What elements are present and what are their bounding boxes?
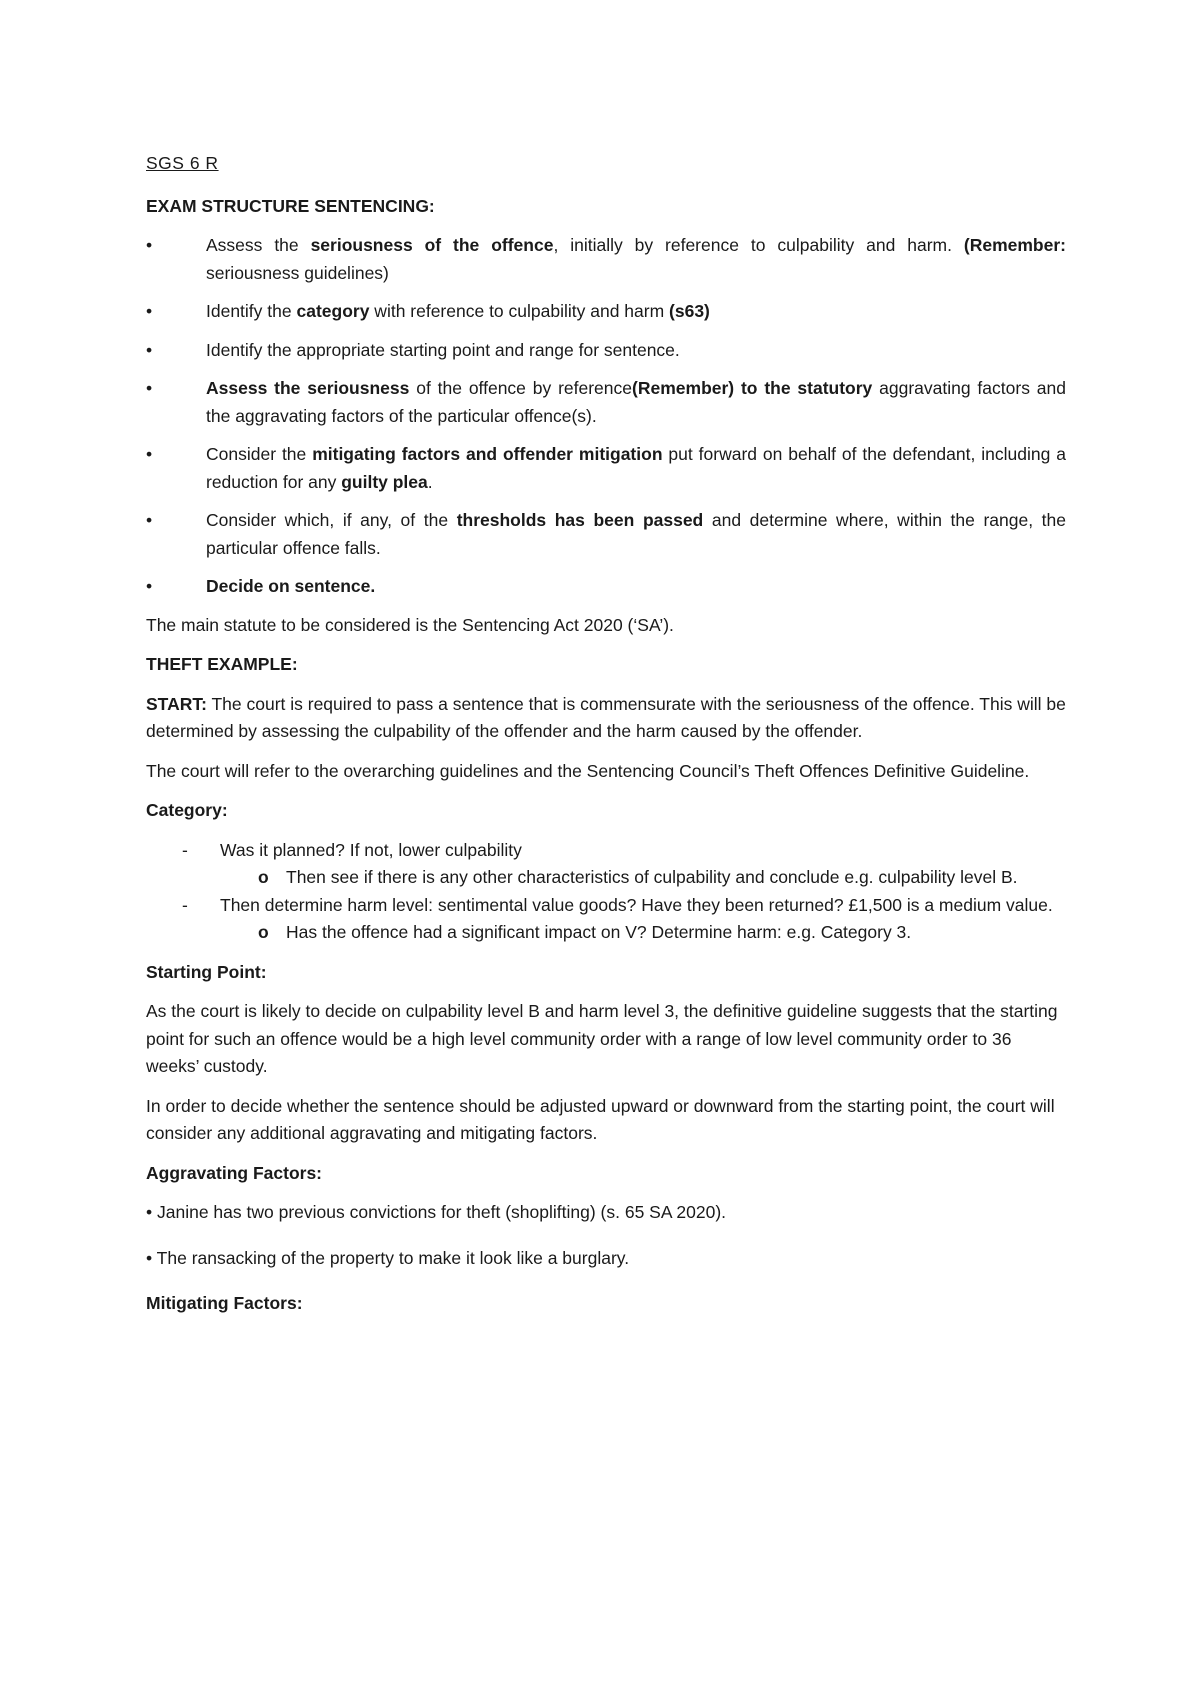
list-item: • Assess the seriousness of the offence by reference(Remember) to the statutory aggravating factors and the aggravating factors of the particular offence(s). [146,375,1066,430]
list-item: • Consider which, if any, of the thresholds has been passed and determine where, within the range, the particular offence falls. [146,507,1066,562]
list-item: - Was it planned? If not, lower culpability o Then see if there is any other characteristics of culpability and conclude e.g. culpability level B. [146,837,1066,892]
bullet-icon: • [146,378,153,398]
bullet-icon: • [146,576,153,596]
aggravating-factor-item: • Janine has two previous convictions for theft (shoplifting) (s. 65 SA 2020). [146,1202,727,1222]
bullet-icon: • [146,510,153,530]
list-item: o Has the offence had a significant impact on V? Determine harm: e.g. Category 3. [220,919,1066,947]
bullet-icon: • [146,339,153,360]
document-body [146,150,1066,1330]
list-item: • Decide on sentence. [146,573,1066,601]
sentencing-steps-list [146,232,1066,601]
list-item: • Assess the seriousness of the offence, initially by reference to culpability and harm. (Remember: seriousness guidelines) [146,232,1066,287]
dash-icon: - [182,839,188,860]
document-code: SGS 6 R [146,153,219,173]
guideline-paragraph: The court will refer to the overarching guidelines and the Sentencing Council’s Theft Offences Definitive Guideline. [146,760,1030,781]
starting-point-paragraph: As the court is likely to decide on culpability level B and harm level 3, the definitive guideline suggests that the starting point for such an offence would be a high level community order with a range of low level community order to 36 weeks’ custody. [146,1001,1058,1076]
list-item: • Identify the category with reference to culpability and harm (s63) [146,298,1066,326]
exam-structure-heading: EXAM STRUCTURE SENTENCING: [146,195,435,216]
aggravating-factor-item: • The ransacking of the property to make it look like a burglary. [146,1247,630,1268]
sub-list [220,864,1066,892]
bullet-icon: • [146,444,153,464]
start-label: START: [146,693,207,714]
list-item: • Consider the mitigating factors and offender mitigation put forward on behalf of the defendant, including a reduction for any guilty plea. [146,441,1066,496]
list-item: • Identify the appropriate starting point and range for sentence. [146,337,1066,365]
sub-list [220,919,1066,947]
circle-bullet-icon: o [258,867,269,887]
category-list [146,837,1066,947]
list-item: o Then see if there is any other characteristics of culpability and conclude e.g. culpability level B. [220,864,1066,892]
statute-paragraph: The main statute to be considered is the Sentencing Act 2020 (‘SA’). [146,614,674,635]
aggravating-factors-heading: Aggravating Factors: [146,1162,322,1183]
bullet-icon: • [146,235,153,255]
dash-icon: - [182,894,188,915]
category-heading: Category: [146,800,228,820]
bullet-icon: • [146,301,153,321]
theft-example-heading: THEFT EXAMPLE: [146,654,298,674]
list-item: - Then determine harm level: sentimental value goods? Have they been returned? £1,500 is a medium value. o Has the offence had a significant impact on V? Determine harm: e.g. Category 3. [146,892,1066,947]
adjustment-paragraph: In order to decide whether the sentence should be adjusted upward or downward from the starting point, the court will consider any additional aggravating and mitigating factors. [146,1095,1055,1143]
start-paragraph: START: The court is required to pass a sentence that is commensurate with the seriousness of the offence. This will be determined by assessing the culpability of the offender and the harm caused by the offender. [146,693,1066,741]
circle-bullet-icon: o [258,922,269,942]
mitigating-factors-heading: Mitigating Factors: [146,1293,303,1313]
starting-point-heading: Starting Point: [146,961,267,982]
